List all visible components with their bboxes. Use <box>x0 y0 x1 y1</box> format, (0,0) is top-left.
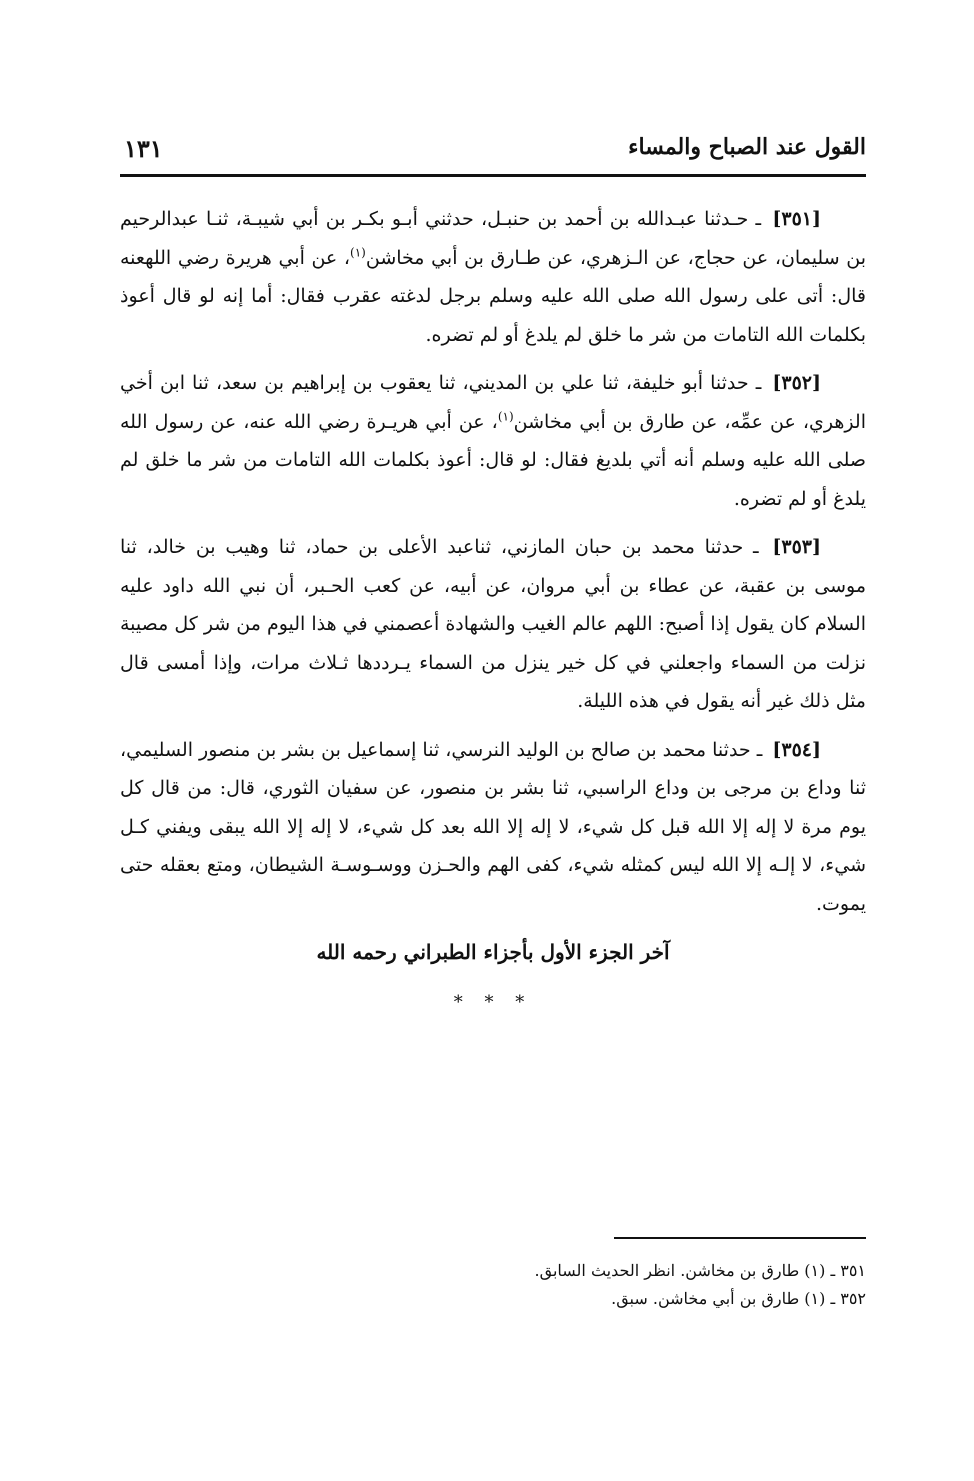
main-text <box>120 200 866 1022</box>
header-rule <box>120 174 866 177</box>
footnote-marker[interactable]: (١) <box>497 409 514 424</box>
hadith-number: [٣٥١] <box>772 208 821 230</box>
hadith-number: [٣٥٤] <box>772 738 822 761</box>
hadith-number: [٣٥٣] <box>772 536 821 558</box>
footnotes <box>420 1257 866 1313</box>
hadith-354 <box>120 731 866 924</box>
closing-line: آخر الجزء الأول بأجزاء الطبراني رحمه الله <box>316 940 670 964</box>
footnote-351: ٣٥١ ـ (١) طارق بن مخاشن. انظر الحديث السابق. <box>534 1261 866 1280</box>
hadith-text: ـ حـدثنا عبـدالله بن أحمد بن حنبـل، حدثني أبـو بكـر بن أبي شيبـة، ثنـا عبدالرحيم بن سليمان، عن حجاج، عن الـزهري، عن طـارق بن أبي مخاشن <box>120 208 867 269</box>
hadith-351 <box>120 200 866 354</box>
hadith-text-continued: ، عن أبي هريرة رضي اللهعنه قال: أتى على رسول الله صلى الله عليه وسلم برجل لدغته عقرب فقال: أما إنه لو قال أعوذ بكلمات الله التامات من شر ما خلق لم يلدغ أو لم تضره. <box>120 246 866 346</box>
hadith-number: [٣٥٢] <box>772 372 821 394</box>
hadith-353 <box>120 528 866 721</box>
footnote-352: ٣٥٢ ـ (١) طارق بن أبي مخاشن. سبق. <box>611 1289 866 1308</box>
section-separator: * * * <box>453 991 533 1013</box>
footnote-marker[interactable]: (١) <box>350 245 366 260</box>
hadith-352 <box>120 364 866 518</box>
page-number: ١٣١ <box>124 134 163 163</box>
page-header <box>120 128 866 174</box>
hadith-text: ـ حدثنا محمد بن صالح بن الوليد النرسي، ثنا إسماعيل بن بشر بن منصور السليمي، ثنا وداع بن مرجى بن وداع الراسبي، ثنا بشر بن منصور، عن سفيان الثوري، قال: من قال كل يوم مرة لا إله إلا الله قبل كل شيء، لا إله إلا الله بعد كل شيء، لا إله إلا الله يبقى ويفني كـل شيء، لا إلـه إلا الله ليس كمثله شيء، كفى الهم والحـزن ووسـوسـة الشيطان، ومتع بعقله حتى يموت. <box>120 738 866 915</box>
hadith-text: ـ حدثنا محمد بن حبان المازني، ثناعبد الأعلى بن حماد، ثنا وهيب بن خالد، ثنا موسى بن عقبة، عن عطاء بن أبي مروان، عن أبيه، عن كعب الحـبر، أن نبي الله داود عليه السلام كان يقول إذا أصبح: اللهم عالم الغيب والشهادة أعصمني في هذا اليوم من شر كل مصيبة نزلت من السماء واجعلني في كل خير ينزل من السماء يـرددها ثـلاث مرات، وإذا أمسى قال مثل ذلك غير أنه يقول في هذه الليلة. <box>120 536 867 712</box>
footnote-rule <box>614 1237 866 1239</box>
hadith-text-continued: ، عن أبي هريـرة رضي الله عنه، عن رسول الله صلى الله عليه وسلم أنه أتي بلديغ فقال: لو قال: أعوذ بكلمات الله التامات من شر ما خلق لم يلدغ أو لم تضره. <box>120 410 866 510</box>
hadith-text: ـ حدثنا أبو خليفة، ثنا علي بن المديني، ثنا يعقوب بن إبراهيم بن سعد، ثنا ابن أخي الزهري، عن عمِّه، عن طارق بن أبي مخاشن <box>120 372 866 433</box>
running-title: القول عند الصباح والمساء <box>628 134 866 160</box>
